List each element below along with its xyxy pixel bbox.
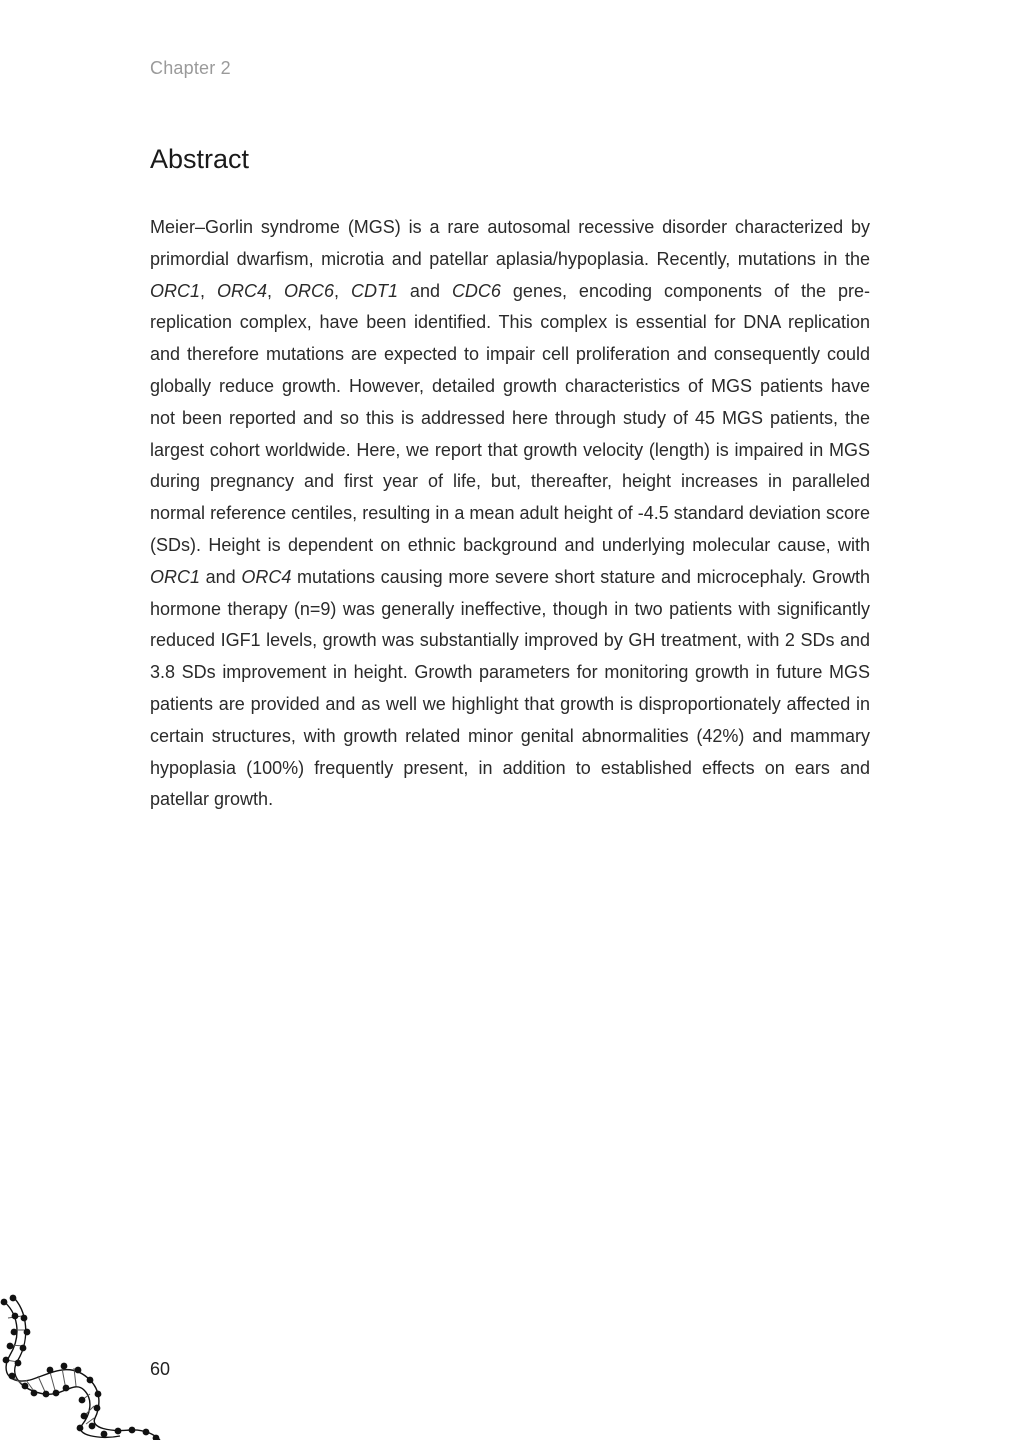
gene-name: CDC6	[451, 280, 501, 301]
gene-name: ORC1	[150, 280, 201, 301]
abstract-text: mutations causing more severe short stature and microcephaly. Growth hormone therapy (n=9) was generally ineffective, though in two patients with significantly reduced IGF1 levels, growth was substantially improved by GH treatment, with 2 SDs and 3.8 SDs improvement in height. Growth parameters for monitoring growth in future MGS patients are provided and as well we highlight that growth is disproportionately affected in certain structures, with growth related minor genital abnormalities (42%) and mammary hypoplasia (100%) frequently present, in addition to established effects on ears and patellar growth.	[150, 566, 870, 810]
running-header: Chapter 2	[150, 58, 231, 78]
dna-helix-icon	[0, 1290, 170, 1440]
abstract-text: and	[397, 280, 452, 301]
gene-name: ORC1	[150, 566, 201, 587]
section-title: Abstract	[150, 144, 250, 174]
abstract-text: and	[200, 566, 242, 587]
page-number: 60	[150, 1359, 171, 1379]
gene-name: ORC4	[241, 566, 292, 587]
gene-name: ORC6	[283, 280, 334, 301]
abstract-text: ,	[267, 280, 284, 301]
gene-name: ORC4	[216, 280, 267, 301]
abstract-text: ,	[333, 280, 351, 301]
gene-name: CDT1	[350, 280, 398, 301]
abstract-text: Meier–Gorlin syndrome (MGS) is a rare autosomal recessive disorder characterized by primordial dwarfism, microtia and patellar aplasia/hypoplasia. Recently, mutations in the	[150, 217, 870, 269]
abstract-text: genes, encoding components of the pre-replication complex, have been identified. This complex is essential for DNA replication and therefore mutations are expected to impair cell proliferation and consequently could globally reduce growth. However, detailed growth characteristics of MGS patients have not been reported and so this is addressed here through study of 45 MGS patients, the largest cohort worldwide. Here, we report that growth velocity (length) is impaired in MGS during pregnancy and first year of life, but, thereafter, height increases in paralleled normal reference centiles, resulting in a mean adult height of -4.5 standard deviation score (SDs). Height is dependent on ethnic background and underlying molecular cause, with	[150, 280, 870, 555]
abstract-paragraph	[150, 212, 870, 816]
abstract-text: ,	[200, 280, 217, 301]
